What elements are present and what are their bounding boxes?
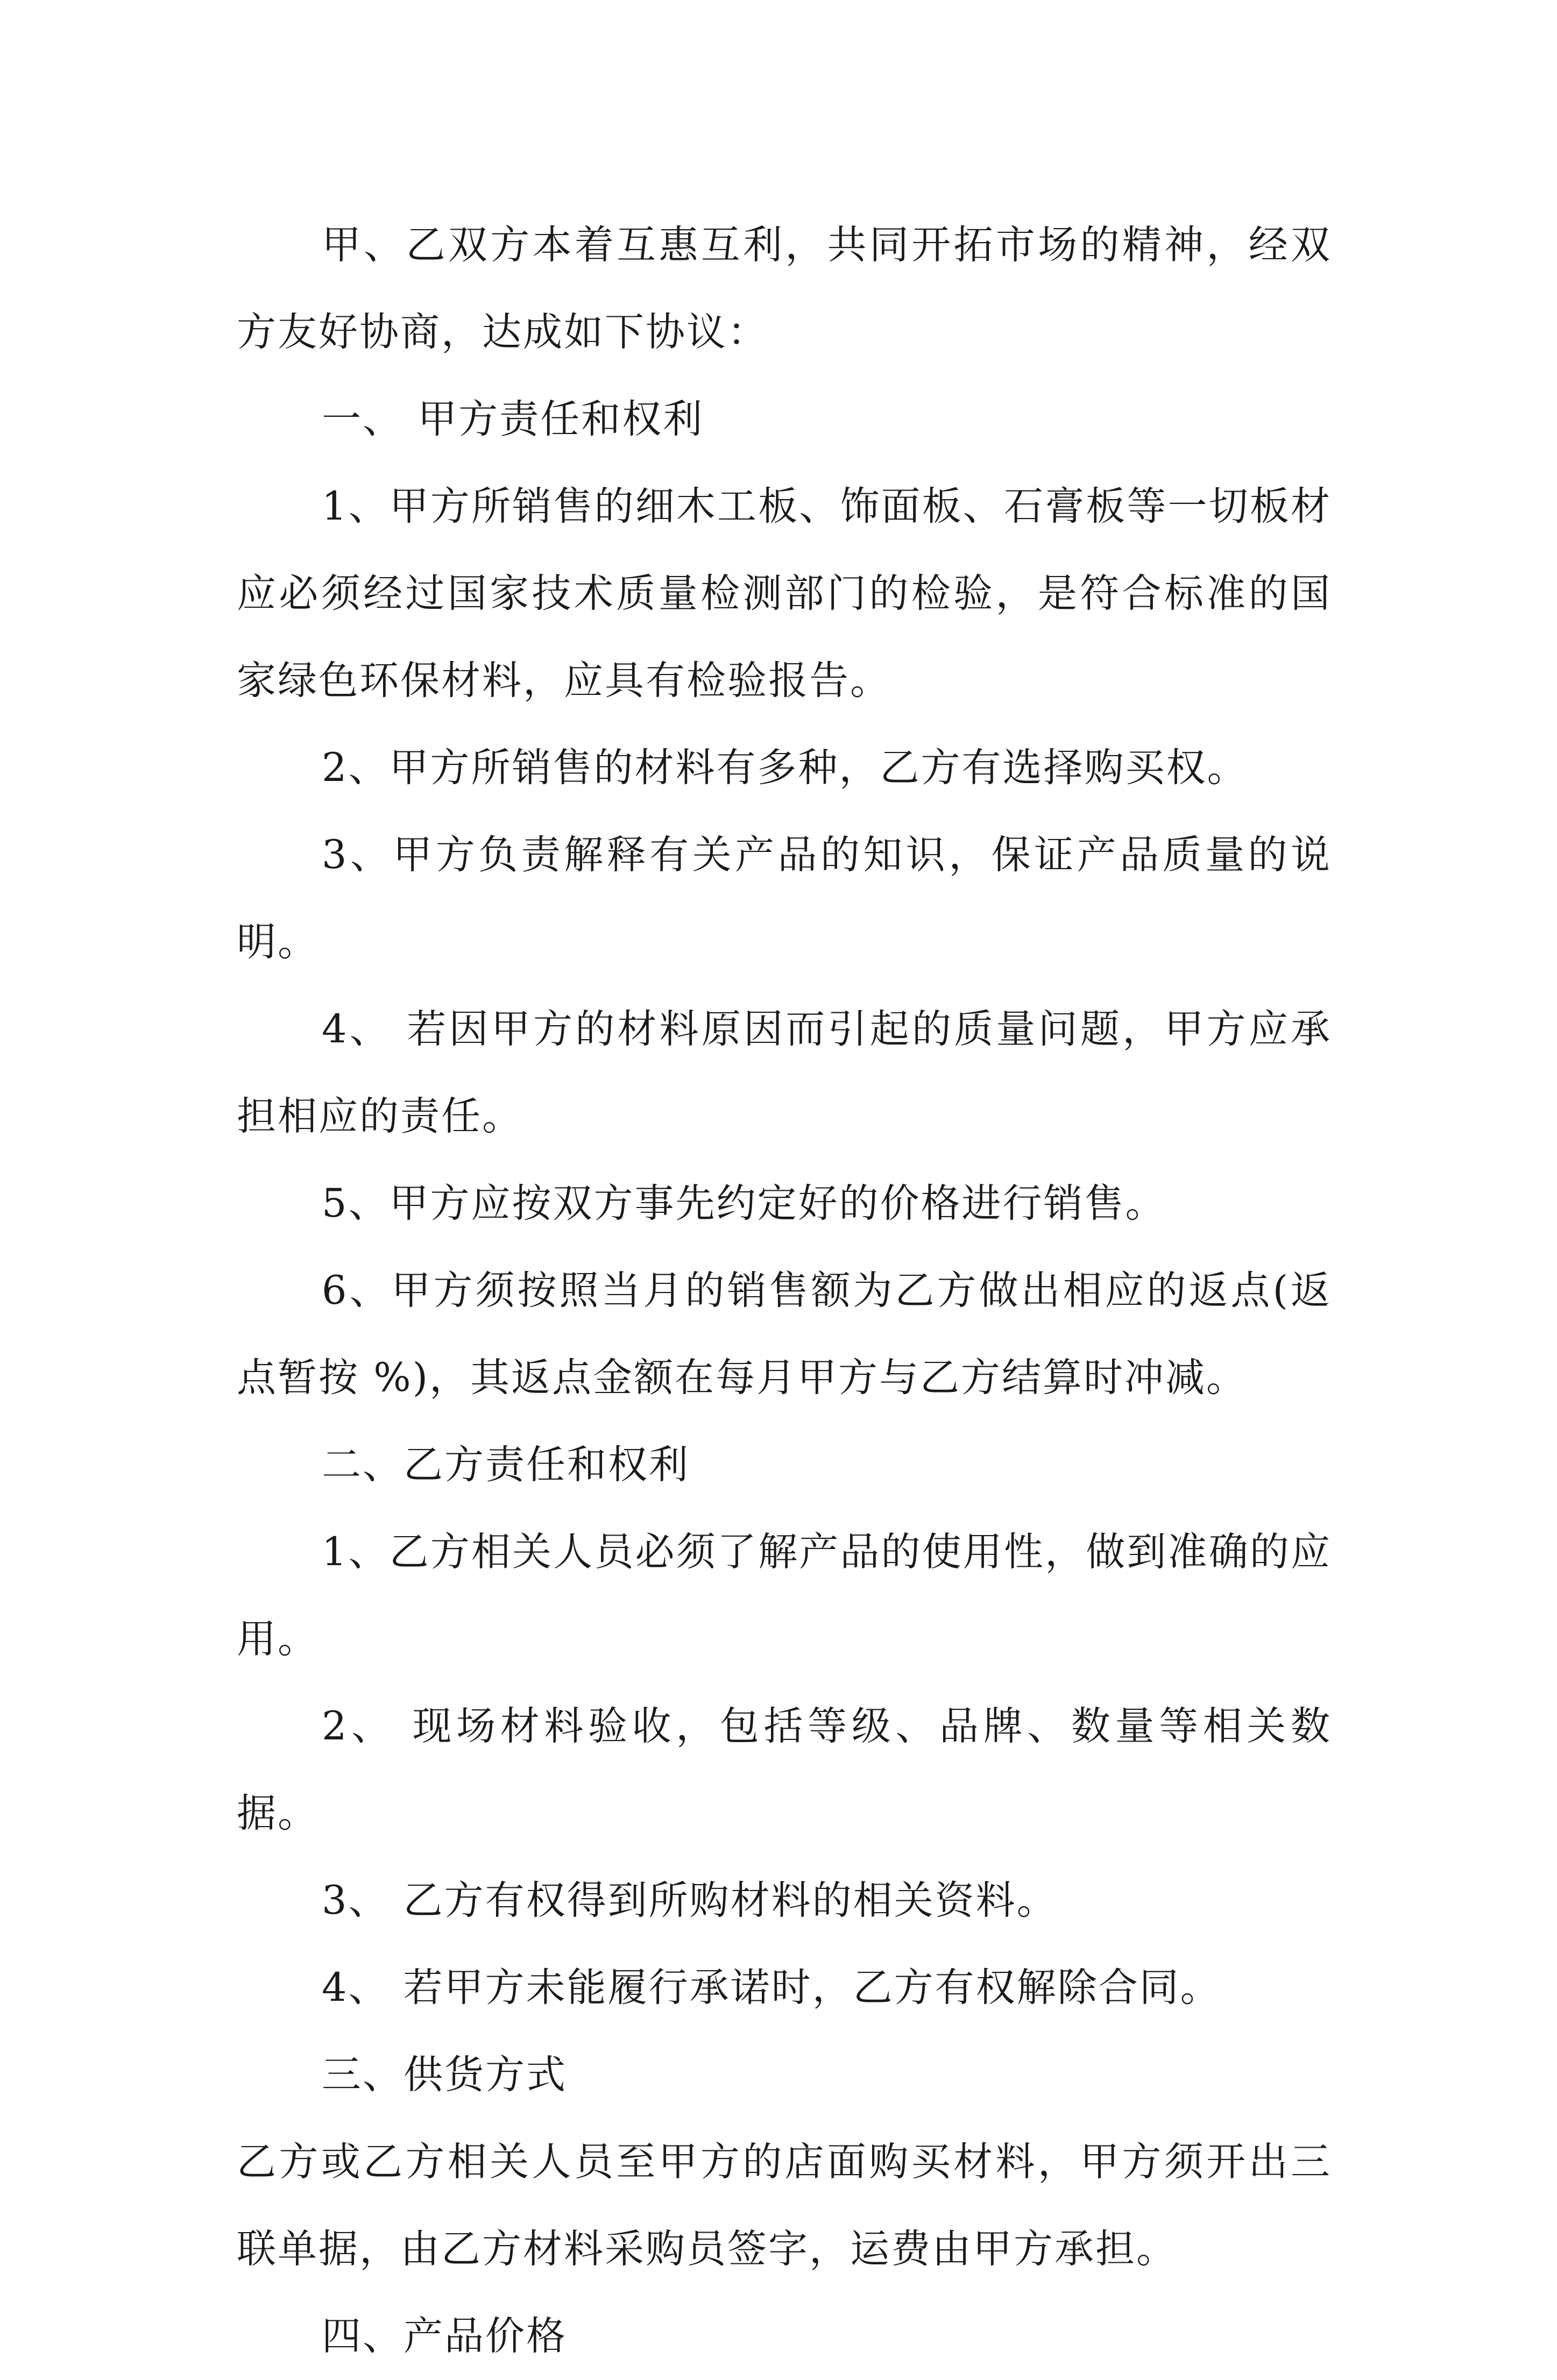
clause-c-1: 乙方或乙方相关人员至甲方的店面购买材料，甲方须开出三联单据，由乙方材料采购员签字，运费由甲方承担。 <box>237 2139 1332 2272</box>
section-heading-party-a-responsibilities: 一、 甲方责任和权利 <box>322 396 704 442</box>
clause-a-6: 6、甲方须按照当月的销售额为乙方做出相应的返点(返点暂按 %)，其返点金额在每月甲方与乙方结算时冲减。 <box>237 1268 1332 1401</box>
clause-b-2: 2、 现场材料验收，包括等级、品牌、数量等相关数据。 <box>237 1703 1332 1836</box>
clause-b-4: 4、 若甲方未能履行承诺时，乙方有权解除合同。 <box>322 1965 1221 2010</box>
intro-paragraph: 甲、乙双方本着互惠互利，共同开拓市场的精神，经双方友好协商，达成如下协议： <box>237 222 1332 355</box>
document-body <box>237 202 1332 2380</box>
clause-a-4: 4、 若因甲方的材料原因而引起的质量问题，甲方应承担相应的责任。 <box>237 1006 1332 1139</box>
section-heading-product-price: 四、产品价格 <box>322 2313 567 2359</box>
section-heading-party-b-responsibilities: 二、乙方责任和权利 <box>322 1442 690 1488</box>
clause-a-5: 5、甲方应按双方事先约定好的价格进行销售。 <box>322 1181 1166 1226</box>
clause-a-2: 2、甲方所销售的材料有多种，乙方有选择购买权。 <box>322 745 1248 791</box>
clause-a-1: 1、甲方所销售的细木工板、饰面板、石膏板等一切板材应必须经过国家技术质量检测部门的检验，是符合标准的国家绿色环保材料，应具有检验报告。 <box>237 484 1332 704</box>
clause-b-1: 1、乙方相关人员必须了解产品的使用性，做到准确的应用。 <box>237 1529 1332 1662</box>
clause-a-3: 3、甲方负责解释有关产品的知识，保证产品质量的说明。 <box>237 832 1332 965</box>
clause-b-3: 3、 乙方有权得到所购材料的相关资料。 <box>322 1878 1058 1923</box>
section-heading-supply-method: 三、供货方式 <box>322 2052 567 2098</box>
